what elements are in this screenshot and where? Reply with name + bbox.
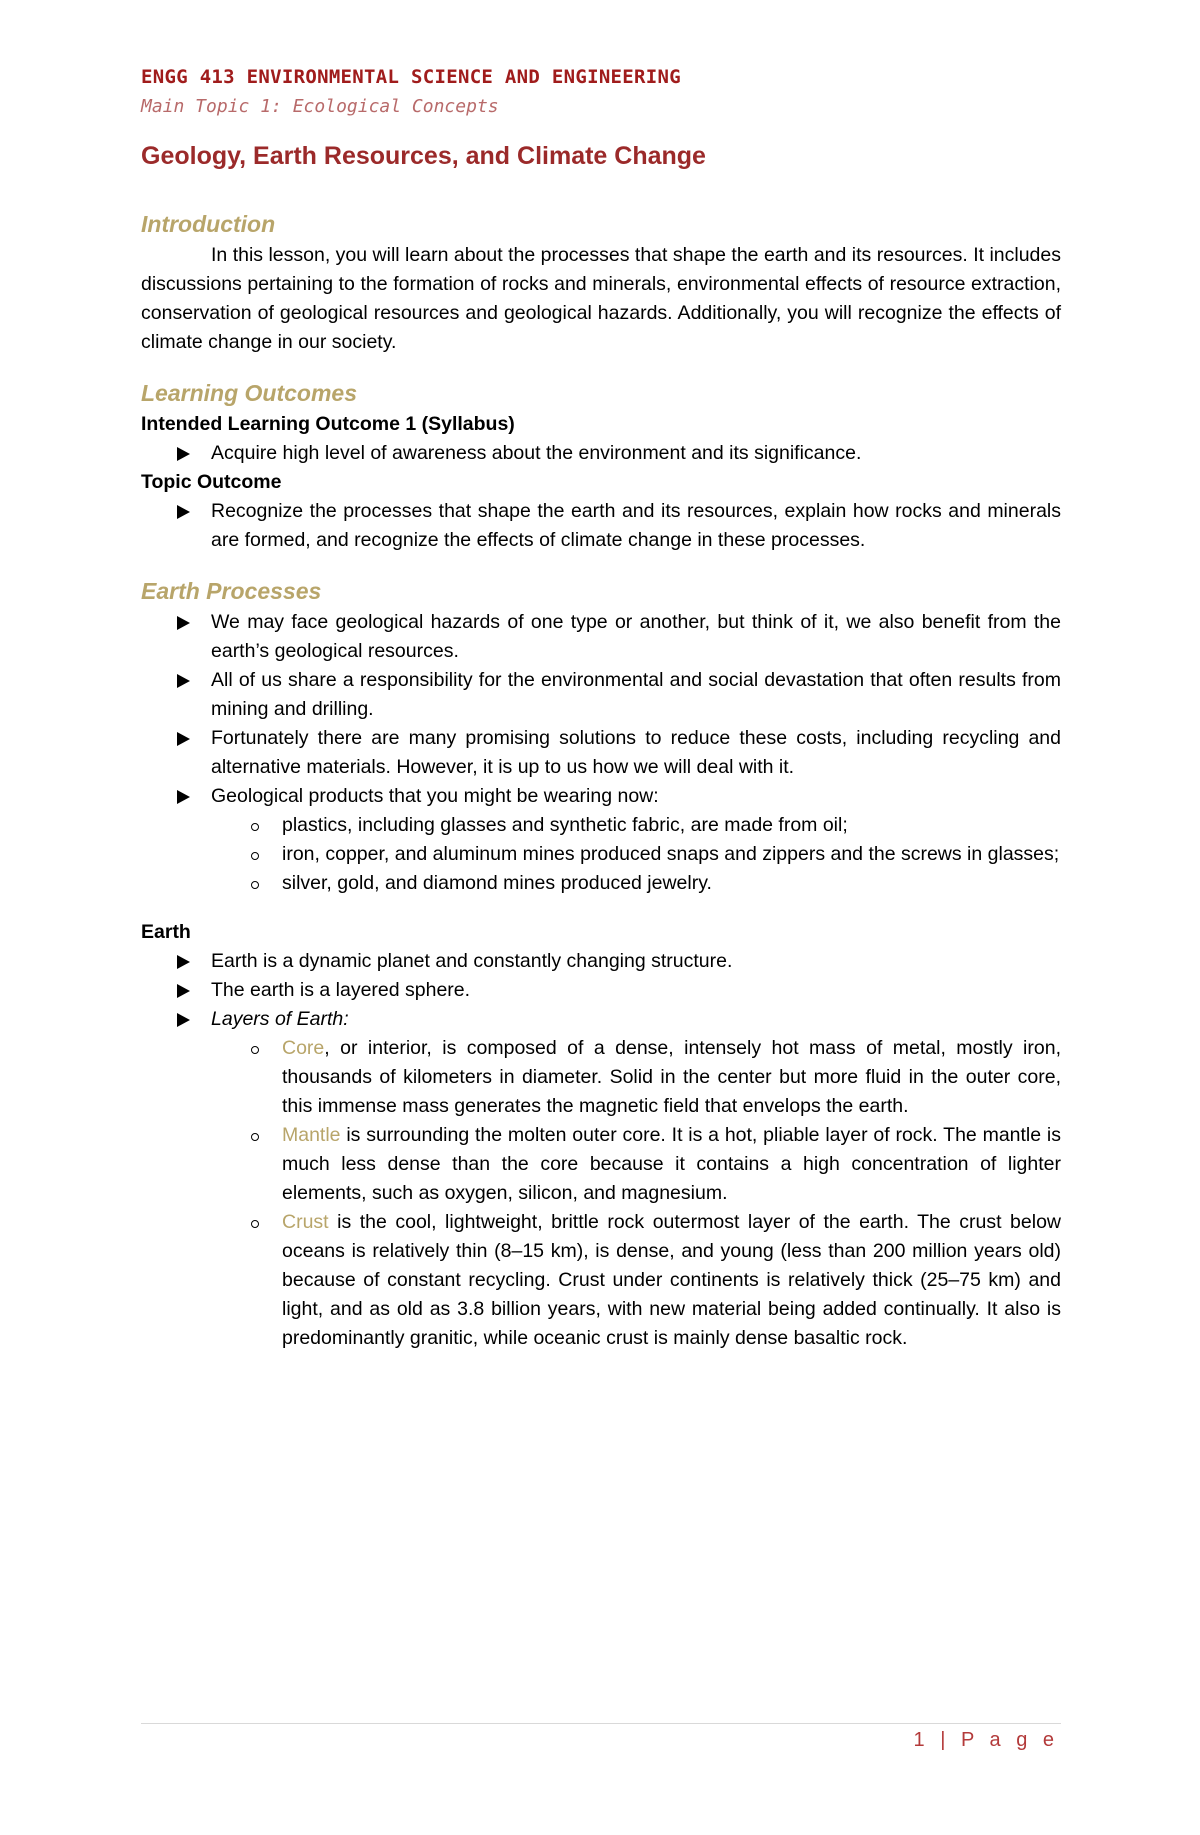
- layers-label: Layers of Earth:: [211, 1008, 349, 1030]
- list-item-text: The earth is a layered sphere.: [211, 979, 471, 1001]
- sub-list-item-text: iron, copper, and aluminum mines produced snaps and zippers and the screws in glasses;: [282, 843, 1060, 865]
- sub-list-item: [141, 869, 1061, 898]
- page-title: Geology, Earth Resources, and Climate Change: [141, 142, 706, 170]
- layer-term: Mantle: [282, 1124, 341, 1146]
- list-item: [141, 666, 1061, 724]
- spacer: [141, 555, 1061, 575]
- layer-description: is the cool, lightweight, brittle rock outermost layer of the earth. The crust below oceans is relatively thin (8–15 km), is dense, and young (less than 200 million years old) because of constant recycling. Crust under continents is relatively thick (25–75 km) and light, and as old as 3.8 billion years, with new material being added continually. It also is predominantly granitic, while oceanic crust is mainly dense basaltic rock.: [282, 1211, 1061, 1349]
- sub-list-item-text: plastics, including glasses and synthetic fabric, are made from oil;: [282, 814, 848, 836]
- products-list: [141, 811, 1061, 898]
- list-item: [141, 976, 1061, 1005]
- footer-divider: [141, 1723, 1061, 1724]
- learning-outcomes-heading: Learning Outcomes: [141, 380, 357, 406]
- list-item: [141, 724, 1061, 782]
- layer-item-crust: [141, 1208, 1061, 1353]
- spacer: [141, 357, 1061, 377]
- topic-outcome-label: Topic Outcome: [141, 471, 282, 493]
- sub-list-item-text: silver, gold, and diamond mines produced jewelry.: [282, 872, 712, 894]
- arrow-bullet-icon: [177, 447, 190, 461]
- circle-bullet-icon: [251, 1220, 259, 1228]
- layer-item-mantle: [141, 1121, 1061, 1208]
- earth-processes-heading: Earth Processes: [141, 578, 322, 604]
- list-item: [141, 782, 1061, 898]
- arrow-bullet-icon: [177, 674, 190, 688]
- list-item-text: Fortunately there are many promising solutions to reduce these costs, including recycling and alternative materials. However, it is up to us how we will deal with it.: [211, 727, 1061, 778]
- layer-term: Core: [282, 1037, 325, 1059]
- layer-term: Crust: [282, 1211, 329, 1233]
- list-item: [141, 1005, 1061, 1353]
- earth-processes-list: [141, 608, 1061, 898]
- arrow-bullet-icon: [177, 1013, 190, 1027]
- topic-outcome-text: Recognize the processes that shape the earth and its resources, explain how rocks and minerals are formed, and recognize the effects of climate change in these processes.: [211, 500, 1061, 551]
- sub-list-item: [141, 840, 1061, 869]
- topic-outcome-list: [141, 497, 1061, 555]
- document-body: [141, 208, 1061, 1353]
- list-item: [141, 497, 1061, 555]
- page-number: 1 | P a g e: [913, 1729, 1059, 1751]
- list-item: [141, 947, 1061, 976]
- arrow-bullet-icon: [177, 790, 190, 804]
- introduction-heading: Introduction: [141, 211, 276, 237]
- spacer: [141, 898, 1061, 918]
- arrow-bullet-icon: [177, 616, 190, 630]
- main-topic-header: Main Topic 1: Ecological Concepts: [141, 96, 499, 117]
- list-item-text: Earth is a dynamic planet and constantly changing structure.: [211, 950, 733, 972]
- sub-list-item: [141, 811, 1061, 840]
- layer-item-core: [141, 1034, 1061, 1121]
- earth-layers-list: [141, 1034, 1061, 1353]
- layer-description: , or interior, is composed of a dense, intensely hot mass of metal, mostly iron, thousands of kilometers in diameter. Solid in the center but more fluid in the outer core, this immense mass generates the magnetic field that envelops the earth.: [282, 1037, 1061, 1117]
- list-item-text: All of us share a responsibility for the environmental and social devastation that often results from mining and drilling.: [211, 669, 1061, 720]
- course-header: ENGG 413 ENVIRONMENTAL SCIENCE AND ENGINEERING: [141, 66, 681, 88]
- layer-description: is surrounding the molten outer core. It is a hot, pliable layer of rock. The mantle is much less dense than the core because it contains a high concentration of lighter elements, such as oxygen, silicon, and magnesium.: [282, 1124, 1061, 1204]
- list-item: [141, 608, 1061, 666]
- introduction-paragraph: In this lesson, you will learn about the processes that shape the earth and its resources. It includes discussions pertaining to the formation of rocks and minerals, environmental effects of resource extraction, conservation of geological resources and geological hazards. Additionally, you will recognize the effects of climate change in our society.: [141, 244, 1061, 353]
- ilo-item-text: Acquire high level of awareness about the environment and its significance.: [211, 442, 862, 464]
- arrow-bullet-icon: [177, 984, 190, 998]
- circle-bullet-icon: [251, 852, 259, 860]
- earth-heading: Earth: [141, 921, 191, 943]
- circle-bullet-icon: [251, 1046, 259, 1054]
- arrow-bullet-icon: [177, 955, 190, 969]
- circle-bullet-icon: [251, 881, 259, 889]
- arrow-bullet-icon: [177, 505, 190, 519]
- list-item-text: We may face geological hazards of one type or another, but think of it, we also benefit from the earth’s geological resources.: [211, 611, 1061, 662]
- circle-bullet-icon: [251, 1133, 259, 1141]
- arrow-bullet-icon: [177, 732, 190, 746]
- ilo-label: Intended Learning Outcome 1 (Syllabus): [141, 413, 515, 435]
- list-item-text: Geological products that you might be wearing now:: [211, 785, 659, 807]
- circle-bullet-icon: [251, 823, 259, 831]
- earth-list: [141, 947, 1061, 1353]
- ilo-list: [141, 439, 1061, 468]
- list-item: [141, 439, 1061, 468]
